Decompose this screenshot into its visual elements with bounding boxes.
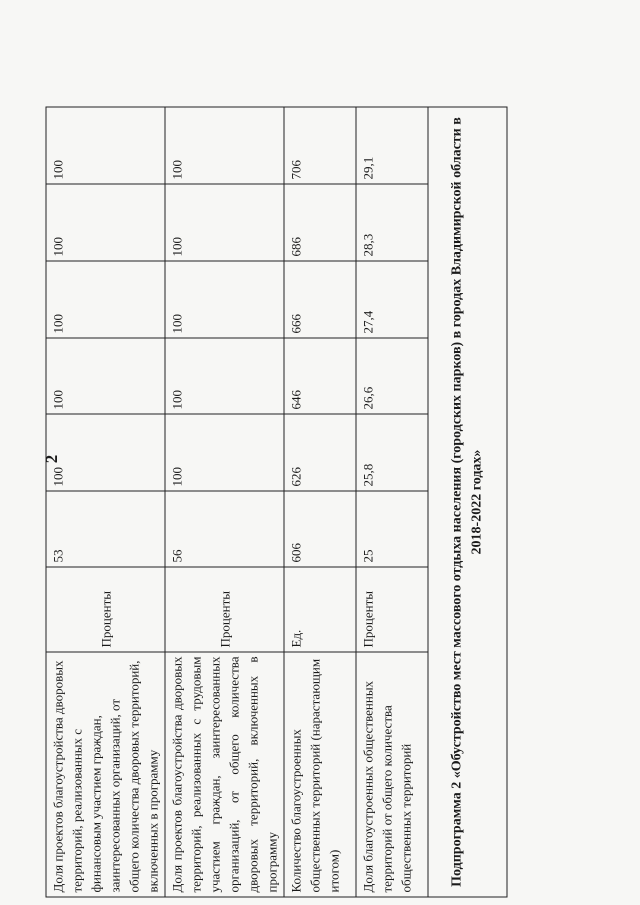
indicator-unit: Проценты — [46, 567, 165, 652]
indicator-name: Доля проектов благоустройства дворовых территорий, реализованных с финансовым участием граждан, заинтересованных организаций, от общего количества дворовых территорий, включенных в программу — [46, 652, 165, 897]
indicator-value: 26,6 — [356, 338, 428, 414]
subprogram-row — [428, 107, 507, 897]
indicator-value: 53 — [46, 491, 165, 567]
indicator-value: 626 — [284, 414, 356, 491]
table-row — [165, 107, 284, 897]
indicator-value: 100 — [46, 261, 165, 338]
indicator-unit: Ед. — [284, 567, 356, 652]
indicator-value: 100 — [46, 107, 165, 184]
indicator-value: 100 — [165, 107, 284, 184]
indicator-value: 25,8 — [356, 414, 428, 491]
indicator-value: 646 — [284, 338, 356, 414]
indicator-name: Количество благоустроенных общественных территорий (нарастающим итогом) — [284, 652, 356, 897]
table-row — [46, 107, 165, 897]
indicator-value: 100 — [46, 338, 165, 414]
indicator-value: 100 — [165, 338, 284, 414]
indicator-value: 100 — [165, 261, 284, 338]
indicator-name: Доля благоустроенных общественных территорий от общего количества общественных территорий — [356, 652, 428, 897]
indicator-value: 28,3 — [356, 184, 428, 261]
indicator-value: 606 — [284, 491, 356, 567]
subprogram-title: Подпрограмма 2 «Обустройство мест массового отдыха населения (городских парков) в городах Владимирской области в 2018-2022 годах» — [428, 107, 507, 897]
indicator-value: 100 — [46, 184, 165, 261]
indicator-value: 25 — [356, 491, 428, 567]
indicator-unit: Проценты — [356, 567, 428, 652]
indicators-table — [46, 107, 508, 898]
indicator-name: Доля проектов благоустройства дворовых территорий, реализованных с трудовым участием граждан, заинтересованных организаций, от общего количества дворовых территорий, включенных в программу — [165, 652, 284, 897]
indicator-value: 56 — [165, 491, 284, 567]
indicator-unit: Проценты — [165, 567, 284, 652]
indicator-value: 706 — [284, 107, 356, 184]
indicator-value: 100 — [165, 414, 284, 491]
indicator-value: 29,1 — [356, 107, 428, 184]
indicator-value: 27,4 — [356, 261, 428, 338]
indicators-table-wrapper — [46, 108, 491, 898]
indicator-value: 666 — [284, 261, 356, 338]
indicator-value: 100 — [46, 414, 165, 491]
indicator-value: 100 — [165, 184, 284, 261]
table-row — [284, 107, 356, 897]
indicator-value: 686 — [284, 184, 356, 261]
table-row — [356, 107, 428, 897]
page-number: 2 — [42, 454, 61, 464]
